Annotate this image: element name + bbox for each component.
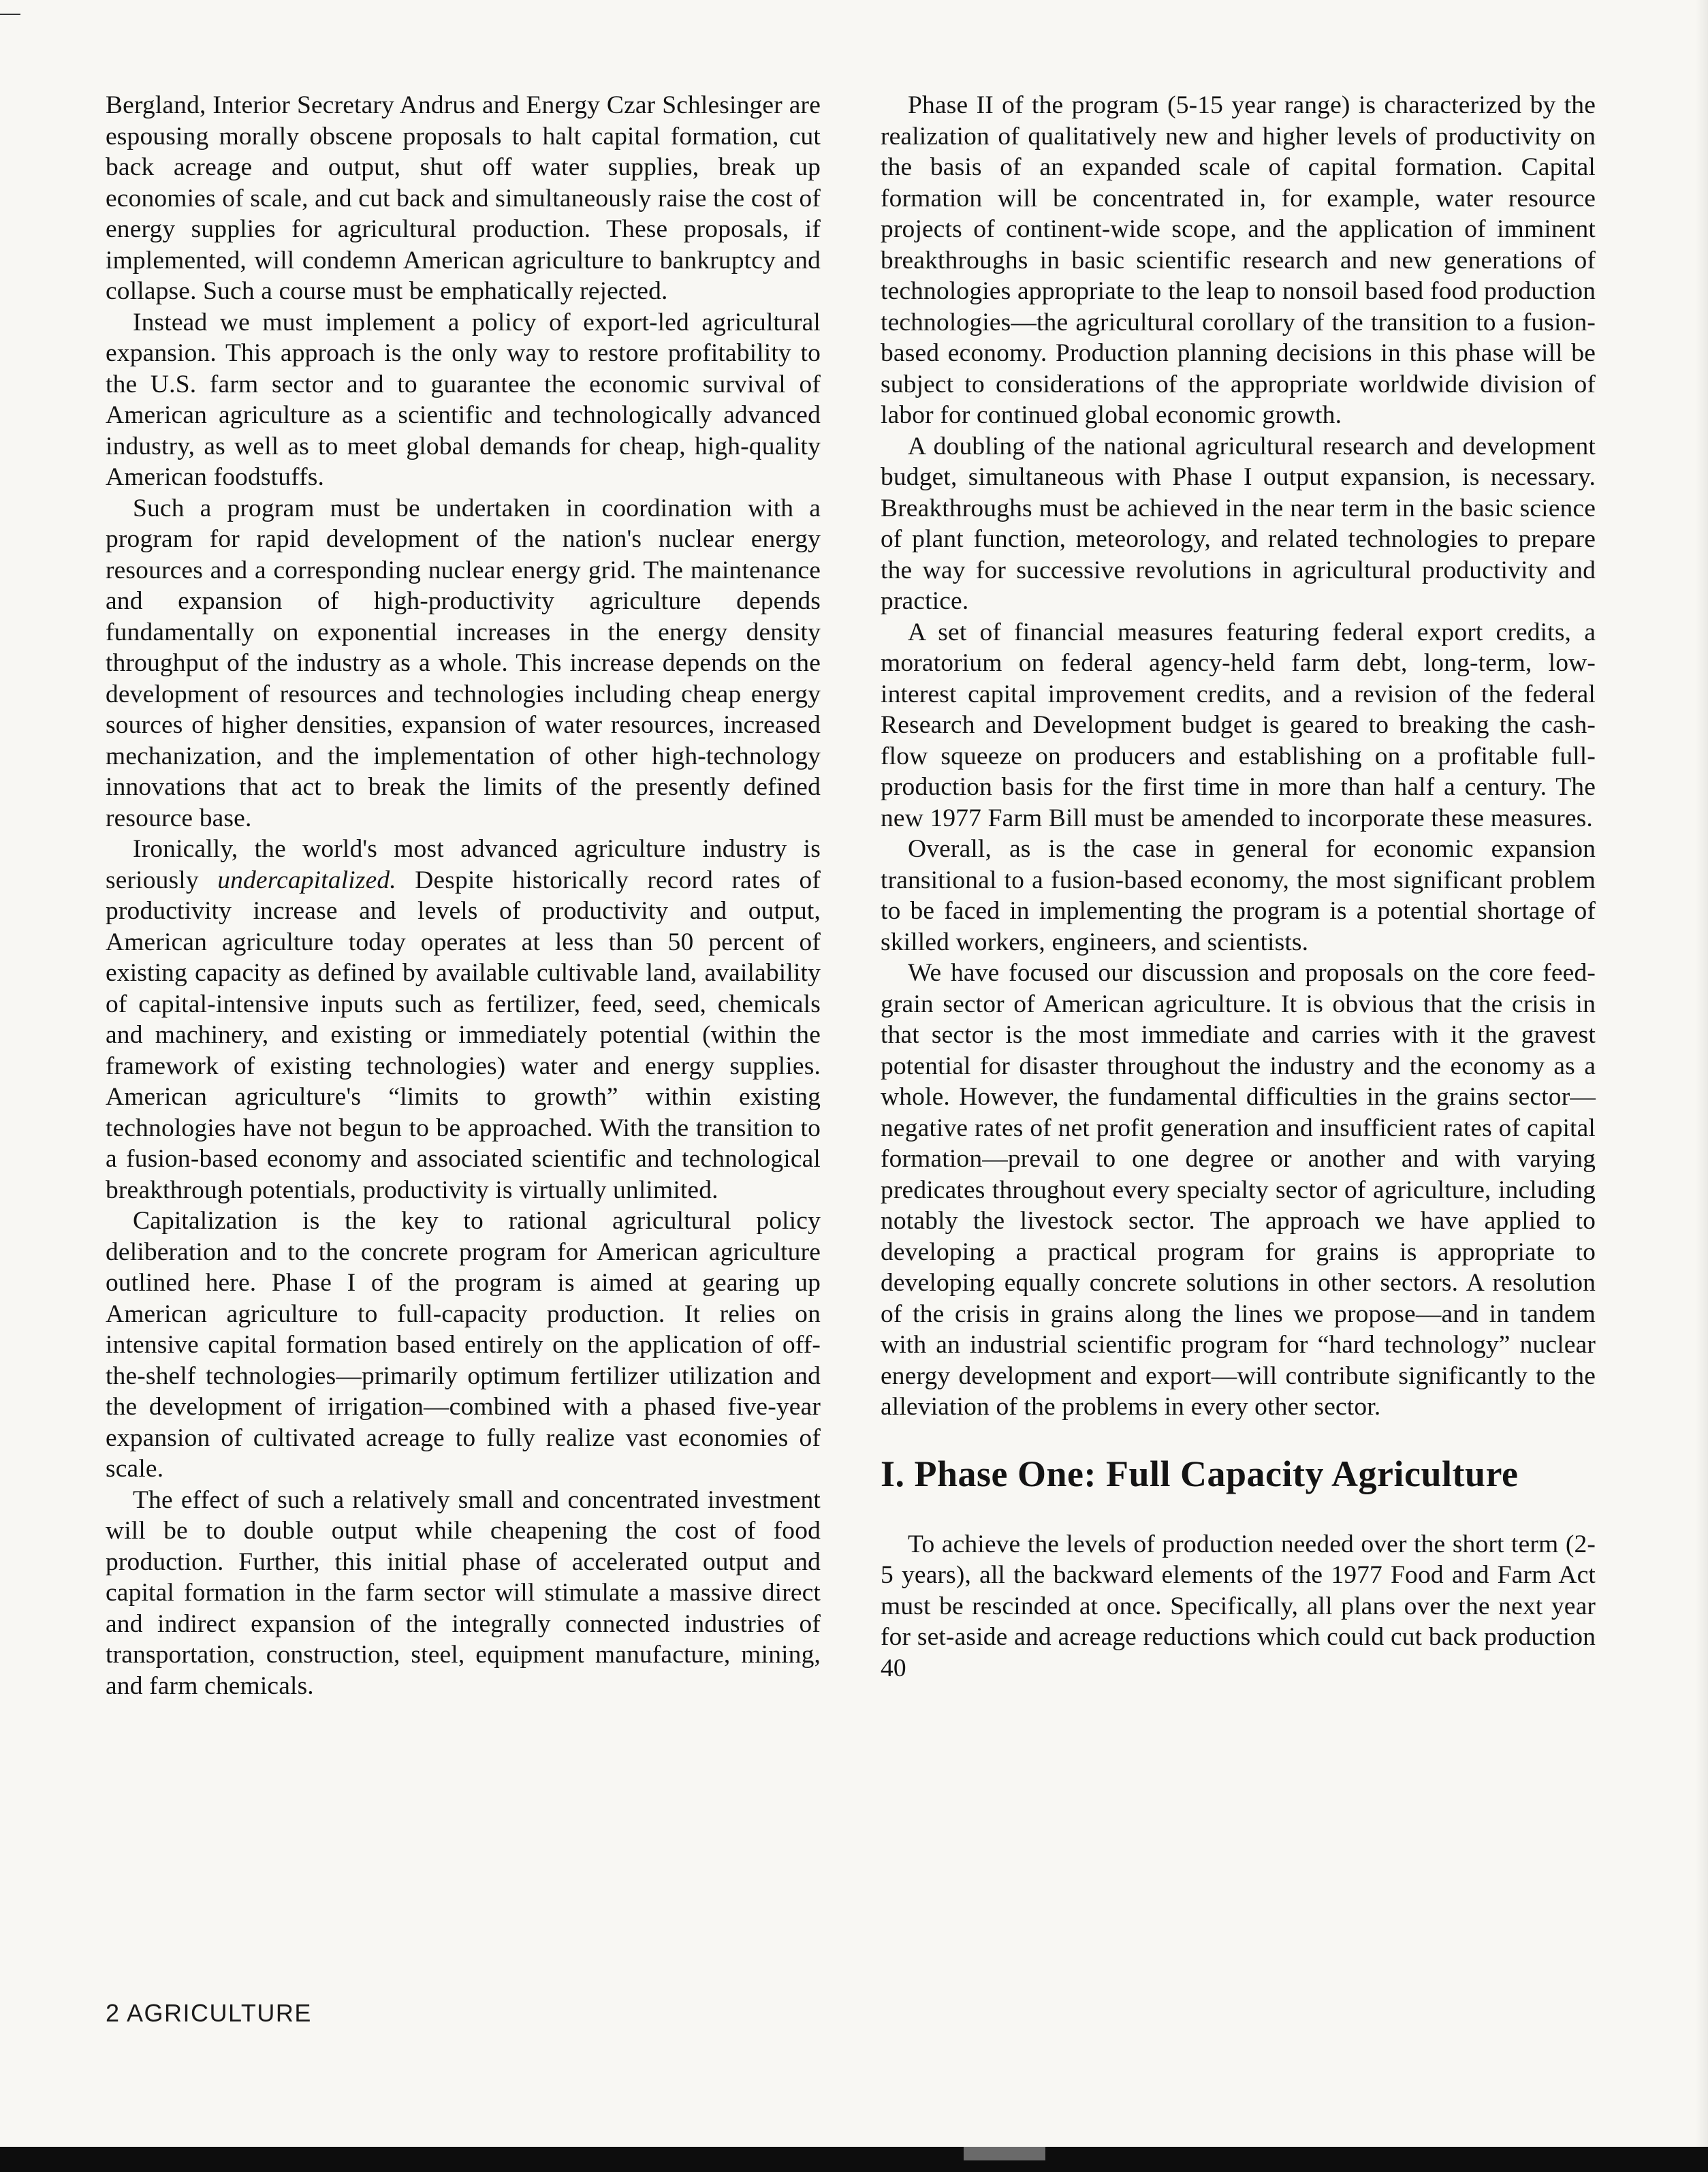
left-paragraph-6: The effect of such a relatively small and concentrated investment will be to double output while cheapening the cost of food production. Further, this initial phase of accelerated output and capital formation in the farm sector will stimulate a massive direct and indirect expansion of the integrally connected industries of transportation, construction, steel, equipment manufacture, mining, and farm chemicals. bbox=[106, 1485, 821, 1700]
right-paragraph-2: A doubling of the national agricultural research and development budget, simultaneous with Phase I output expansion, is necessary. Breakthroughs must be achieved in the near term in the basic science of plant function, meteorology, and related technologies to prepare the way for successive revolutions in agricultural productivity and practice. bbox=[881, 432, 1596, 615]
left-paragraph-5: Capitalization is the key to rational agricultural policy deliberation and to the concrete program for American agriculture outlined here. Phase I of the program is aimed at gearing up American agriculture to full-capacity production. It relies on intensive capital formation based entirely on the application of off-the-shelf technologies—primarily optimum fertilizer utilization and the development of irrigation—combined with a phased five-year expansion of cultivated acreage to fully realize vast economies of scale. bbox=[106, 1207, 821, 1483]
scan-corner-mark bbox=[0, 14, 20, 15]
right-paragraph-3: A set of financial measures featuring federal export credits, a moratorium on federal agency-held farm debt, long-term, low-interest capital improvement credits, and a revision of the federal Research and Development budget is geared to breaking the cash-flow squeeze on producers and establishing on a profitable full-production basis for the first time in more than half a century. The new 1977 Farm Bill must be amended to incorporate these measures. bbox=[881, 618, 1596, 832]
left-paragraph-1: Bergland, Interior Secretary Andrus and Energy Czar Schlesinger are espousing morally obscene proposals to halt capital formation, cut back acreage and output, shut off water supplies, break up economies of scale, and cut back and simultaneously raise the cost of energy supplies for agricultural production. These proposals, if implemented, will condemn American agriculture to bankruptcy and collapse. Such a course must be emphatically rejected. bbox=[106, 91, 821, 305]
scan-bottom-gap bbox=[964, 2147, 1045, 2160]
section-heading: I. Phase One: Full Capacity Agriculture bbox=[881, 1453, 1519, 1494]
page-footer: 2 AGRICULTURE bbox=[106, 1999, 312, 2027]
right-paragraph-1: Phase II of the program (5-15 year range) is characterized by the realization of qualitatively new and higher levels of productivity on the basis of an expanded scale of capital formation. Capital formation will be concentrated in, for example, water resource projects of continent-wide scope, and the application of imminent breakthroughs in basic scientific research and new generations of technologies appropriate to the leap to nonsoil based food production technologies—the agricultural corollary of the transition to a fusion-based economy. Production planning decisions in this phase will be subject to considerations of the appropriate worldwide division of labor for continued global economic growth. bbox=[881, 91, 1596, 429]
right-paragraph-6: To achieve the levels of production needed over the short term (2-5 years), all the backward elements of the 1977 Food and Farm Act must be rescinded at once. Specifically, all plans over the next year for set-aside and acreage reductions which could cut back production 40 bbox=[881, 1530, 1596, 1682]
right-column bbox=[881, 90, 1596, 1684]
emphasized-word: undercapitalized. bbox=[217, 866, 396, 894]
scan-edge-shadow bbox=[1696, 0, 1708, 2147]
left-paragraph-3: Such a program must be undertaken in coordination with a program for rapid development of the nation's nuclear energy resources and a corresponding nuclear energy grid. The maintenance and expansion of high-productivity agriculture depends fundamentally on exponential increases in the energy density throughput of the industry as a whole. This increase depends on the development of resources and technologies including cheap energy sources of higher densities, expansion of water resources, increased mechanization, and the implementation of other high-technology innovations that act to break the limits of the presently defined resource base. bbox=[106, 494, 821, 832]
right-paragraph-4: Overall, as is the case in general for economic expansion transitional to a fusion-based economy, the most significant problem to be faced in implementing the program is a potential shortage of skilled workers, engineers, and scientists. bbox=[881, 835, 1596, 956]
paragraph-text: Despite historically record rates of productivity increase and levels of productivity and output, American agriculture today operates at less than 50 percent of existing capacity as defined by available cultivable land, availability of capital-intensive inputs such as fertilizer, feed, seed, chemicals and machinery, and existing or immediately potential (within the framework of existing technologies) water and energy supplies. American agriculture's “limits to growth” within existing technologies have not begun to be approached. With the transition to a fusion-based economy and associated scientific and technological breakthrough potentials, productivity is virtually unlimited. bbox=[106, 866, 821, 1204]
left-column bbox=[106, 90, 821, 1701]
right-paragraph-5: We have focused our discussion and proposals on the core feed-grain sector of American agriculture. It is obvious that the crisis in that sector is the most immediate and carries with it the gravest potential for disaster throughout the industry and the economy as a whole. However, the fundamental difficulties in the grains sector—negative rates of net profit generation and insufficient rates of capital formation—prevail to one degree or another and with varying predicates throughout every specialty sector of agriculture, including notably the livestock sector. The approach we have applied to developing a practical program for grains is appropriate to developing equally concrete solutions in other sectors. A resolution of the crisis in grains along the lines we propose—and in tandem with an industrial scientific program for “hard technology” nuclear energy development and export—will contribute significantly to the alleviation of the problems in every other sector. bbox=[881, 959, 1596, 1421]
left-paragraph-4 bbox=[106, 834, 821, 1206]
paragraph-text: Ironically, the world's most advanced agriculture industry is seriously bbox=[106, 835, 821, 894]
scan-bottom-bar bbox=[0, 2147, 1708, 2172]
left-paragraph-2: Instead we must implement a policy of export-led agricultural expansion. This approach is the only way to restore profitability to the U.S. farm sector and to guarantee the economic survival of American agriculture as a scientific and technologically advanced industry, as well as to meet global demands for cheap, high-quality American foodstuffs. bbox=[106, 308, 821, 491]
